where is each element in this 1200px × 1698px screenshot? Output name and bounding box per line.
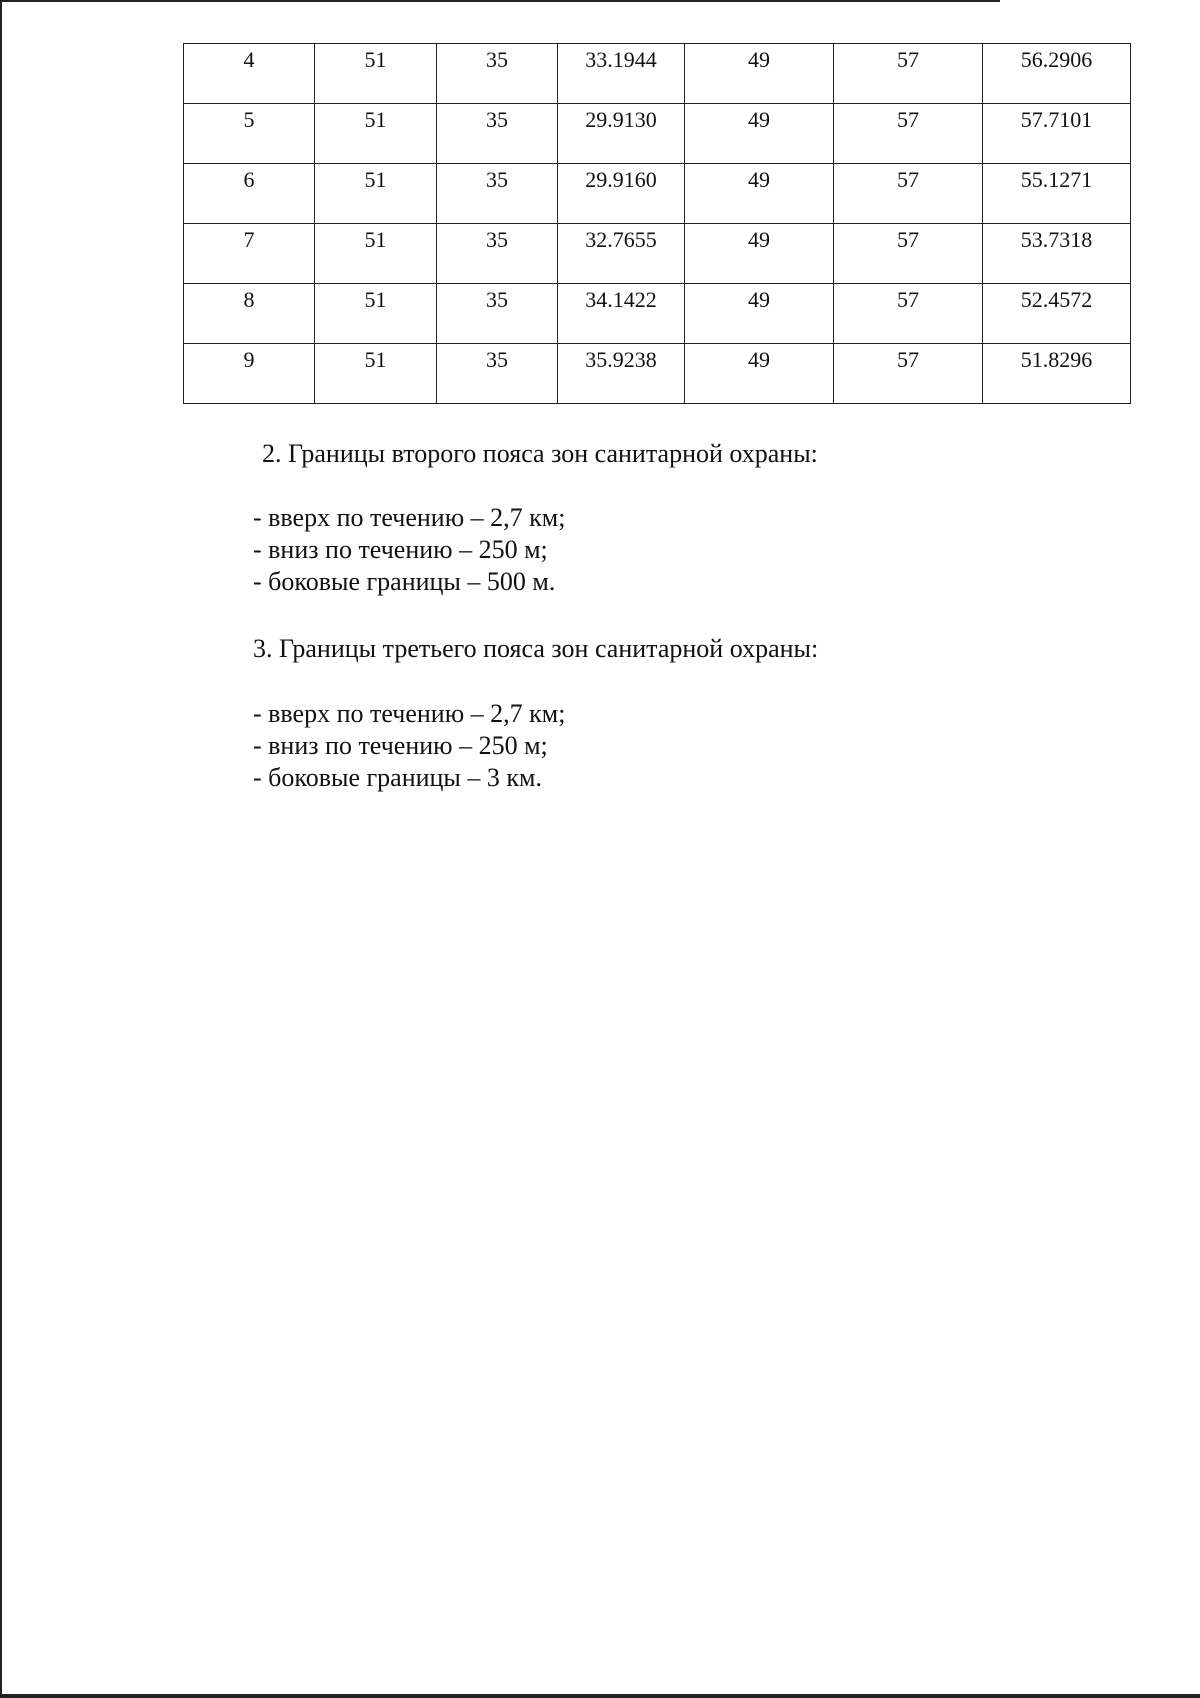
table-cell: 56.2906 [983, 44, 1131, 104]
table-cell: 35 [437, 104, 558, 164]
table-cell: 35 [437, 224, 558, 284]
table-cell: 51.8296 [983, 344, 1131, 404]
table-row [184, 344, 1131, 404]
table-cell: 52.4572 [983, 284, 1131, 344]
table-cell: 57 [834, 44, 983, 104]
scan-edge-left [0, 0, 2, 1698]
section-2-list [253, 502, 565, 598]
scan-edge-top [0, 0, 1000, 2]
section-3-heading: 3. Границы третьего пояса зон санитарной охраны: [253, 634, 819, 663]
section-2-heading: 2. Границы второго пояса зон санитарной охраны: [262, 439, 818, 468]
scan-edge-bottom [0, 1694, 1200, 1698]
table-cell: 51 [315, 344, 437, 404]
table-cell: 35 [437, 44, 558, 104]
table-cell: 49 [685, 164, 834, 224]
table-cell: 49 [685, 284, 834, 344]
table-row [184, 164, 1131, 224]
table-cell: 35 [437, 164, 558, 224]
table-cell: 49 [685, 344, 834, 404]
table-cell: 5 [184, 104, 315, 164]
table-cell: 57 [834, 164, 983, 224]
table-cell: 51 [315, 284, 437, 344]
list-item: - вниз по течению – 250 м; [253, 535, 548, 564]
list-item: - вверх по течению – 2,7 км; [253, 699, 566, 728]
table-cell: 4 [184, 44, 315, 104]
table-cell: 29.9130 [558, 104, 685, 164]
table-cell: 33.1944 [558, 44, 685, 104]
table-cell: 57.7101 [983, 104, 1131, 164]
table-cell: 57 [834, 224, 983, 284]
table-cell: 49 [685, 224, 834, 284]
table-cell: 51 [315, 224, 437, 284]
table-row [184, 224, 1131, 284]
table-row [184, 284, 1131, 344]
table-cell: 57 [834, 104, 983, 164]
table-cell: 9 [184, 344, 315, 404]
table-cell: 57 [834, 344, 983, 404]
table-cell: 29.9160 [558, 164, 685, 224]
table-cell: 51 [315, 164, 437, 224]
table-row [184, 44, 1131, 104]
table-cell: 6 [184, 164, 315, 224]
table-cell: 7 [184, 224, 315, 284]
table-cell: 51 [315, 44, 437, 104]
table-cell: 35 [437, 344, 558, 404]
table-cell: 8 [184, 284, 315, 344]
table-cell: 55.1271 [983, 164, 1131, 224]
table-row [184, 104, 1131, 164]
table-cell: 34.1422 [558, 284, 685, 344]
table-cell: 49 [685, 44, 834, 104]
list-item: - боковые границы – 3 км. [253, 763, 542, 792]
table-cell: 53.7318 [983, 224, 1131, 284]
table-cell: 32.7655 [558, 224, 685, 284]
coordinates-table [183, 43, 1131, 404]
table-cell: 35 [437, 284, 558, 344]
table-cell: 35.9238 [558, 344, 685, 404]
list-item: - вверх по течению – 2,7 км; [253, 503, 566, 532]
table-cell: 51 [315, 104, 437, 164]
list-item: - вниз по течению – 250 м; [253, 731, 548, 760]
table-cell: 49 [685, 104, 834, 164]
list-item: - боковые границы – 500 м. [253, 567, 556, 596]
section-3-list [253, 698, 565, 794]
table-cell: 57 [834, 284, 983, 344]
